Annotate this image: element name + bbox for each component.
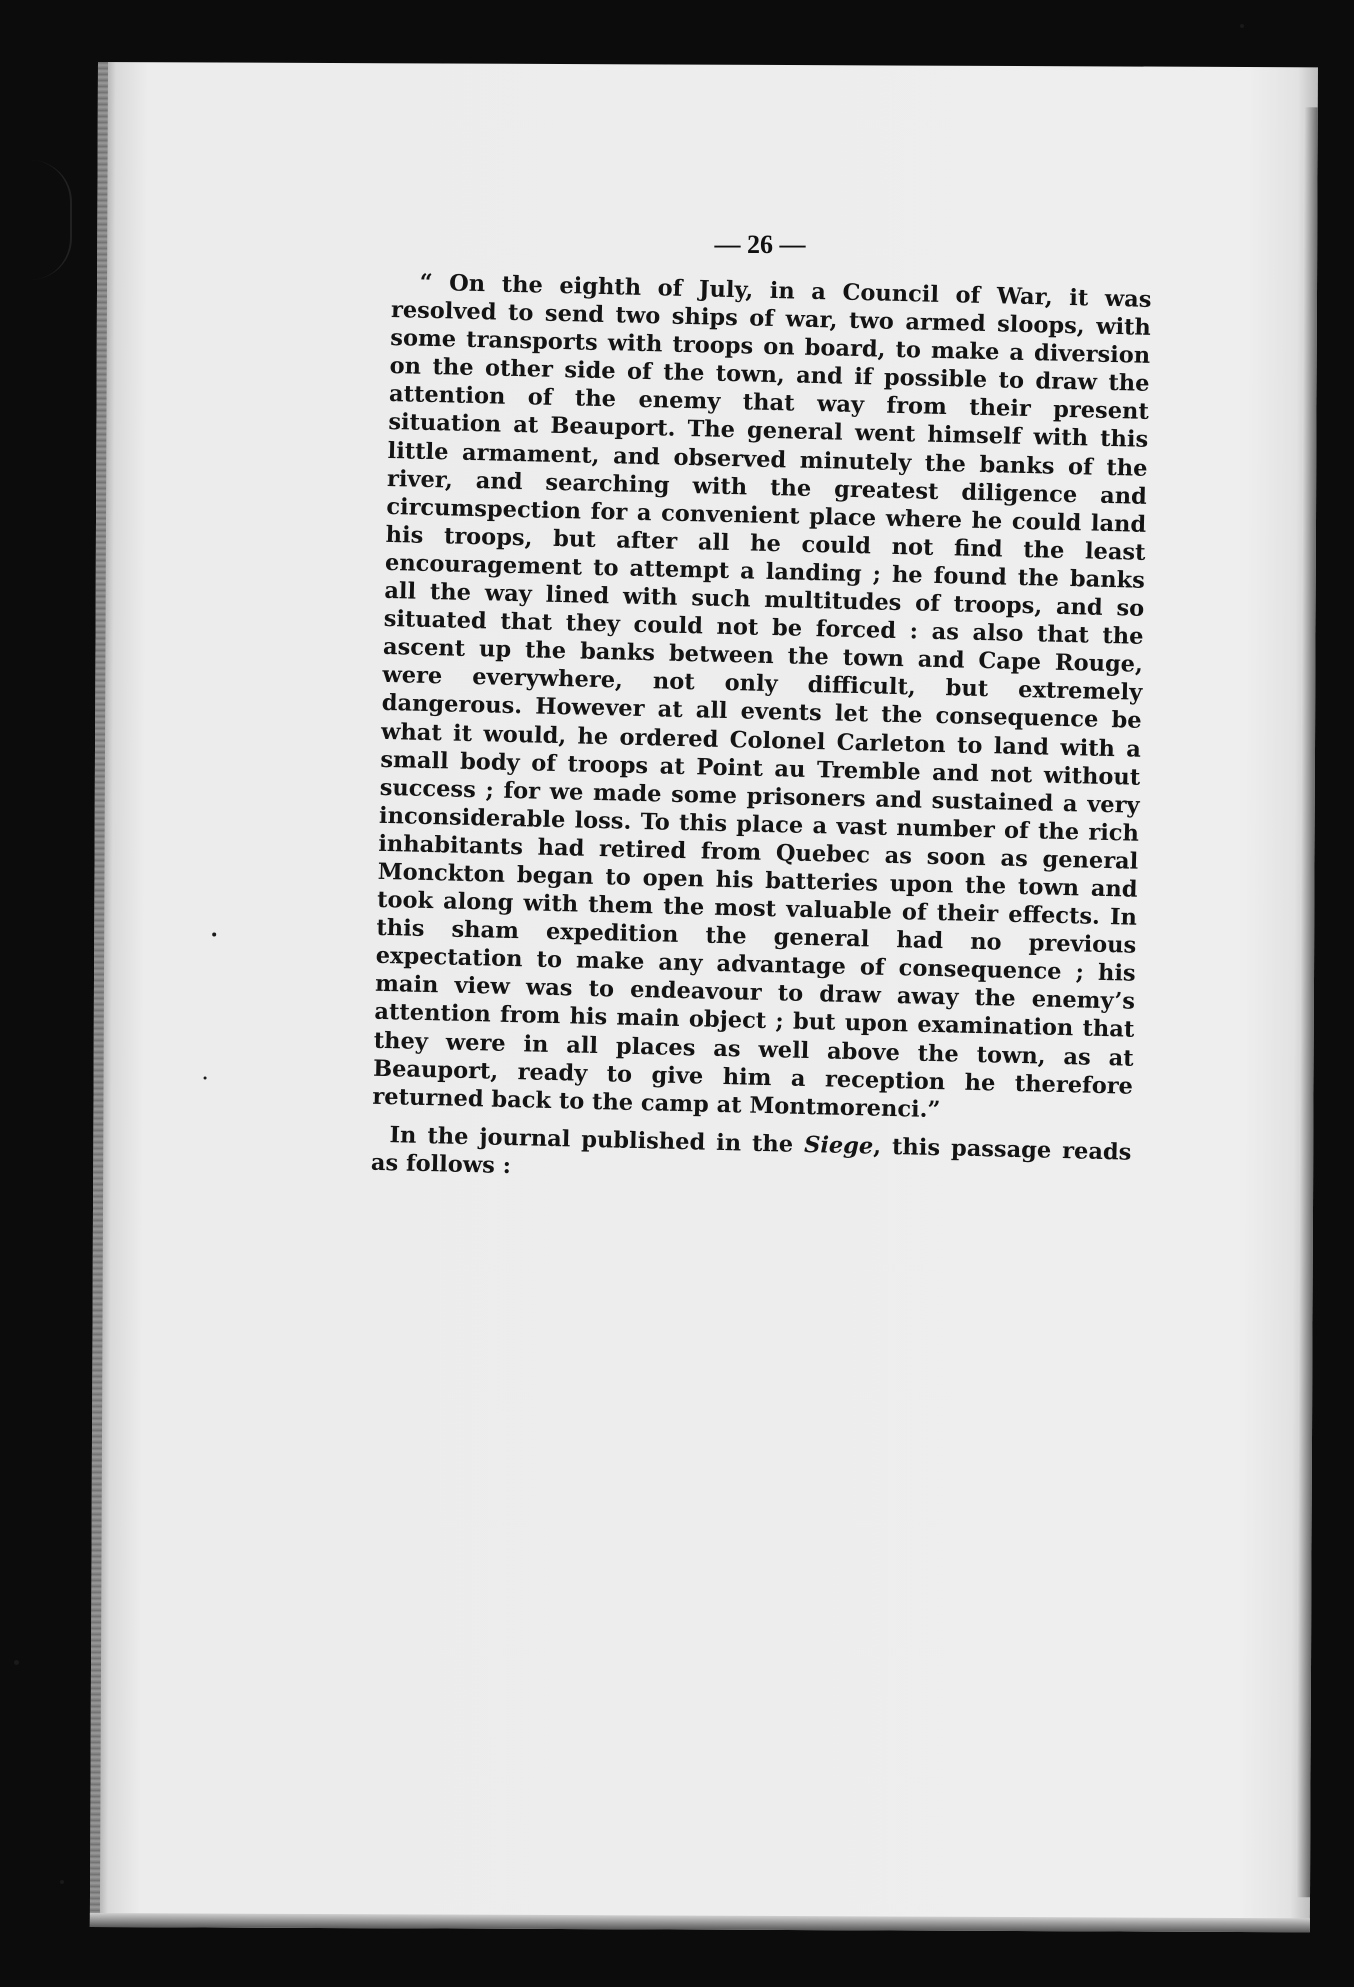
film-scratch — [30, 160, 72, 280]
page-bottom-edge — [90, 1913, 1310, 1932]
page-gutter — [90, 62, 108, 1927]
body-text — [371, 268, 1152, 1195]
dust-speck — [14, 1660, 19, 1665]
quoted-paragraph: “ On the eighth of July, in a Council of War, it was resolved to send two ships of war, two armed sloops, with some transports with troops on board, to make a diversion on the other side of the town, and if possible to draw the attention of the enemy that way from their present situation at Beauport. The general went himself with this little armament, and observed minutely the banks of the river, and searching with the greatest diligence and circumspection for a convenient place where he could land his troops, but after all he could not find the least encouragement to attempt a landing ; he found the banks all the way lined with such multitudes of troops, and so situated that they could not be forced : as also that the ascent up the banks between the town and Cape Rouge, were everywhere, not only difficult, but extremely dangerous. However at all events let the consequence be what it would, he ordered Colonel Carleton to land with a small body of troops at Point au Tremble and not without success ; for we made some prisoners and sustained a very inconsiderable loss. To this place a vast number of the rich inhabitants had retired from Quebec as soon as general Monckton began to open his batteries upon the town and took along with them the most valuable of their effects. In this sham expedition the general had no previous expectation to make any advantage of consequence ; his main view was to endeavour to draw away the enemy’s attention from his main object ; but upon examination that they were in all places as well above the town, as at Beauport, ready to give him a reception he therefore returned back to the camp at Montmorenci.” — [372, 269, 1152, 1123]
dust-speck — [1240, 24, 1244, 28]
page-right-edge — [1296, 107, 1318, 1897]
dust-speck — [60, 1880, 64, 1884]
closing-text-start: In the journal published in the — [389, 1121, 805, 1158]
siege-title: Siege — [803, 1131, 874, 1160]
page-number: — 26 — — [714, 230, 806, 259]
closing-text-end: , this passage reads as follows : — [370, 1133, 1132, 1179]
ink-speck — [212, 933, 216, 937]
ink-speck — [204, 1076, 207, 1079]
